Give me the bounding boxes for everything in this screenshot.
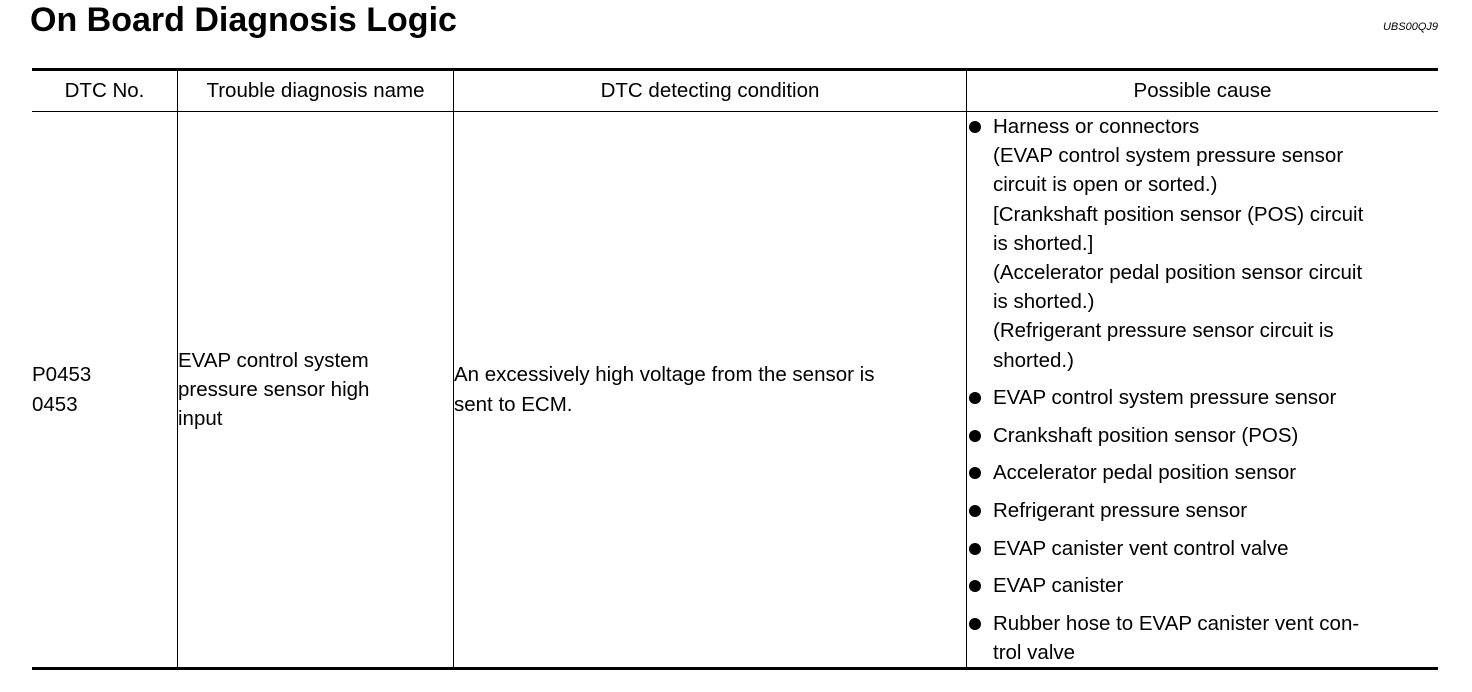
list-item	[967, 534, 1438, 563]
condition-line: An excessively high voltage from the sensor is	[454, 363, 875, 387]
possible-cause-list	[967, 112, 1438, 667]
name-line: pressure sensor high	[178, 377, 370, 401]
cell-possible-cause	[967, 112, 1439, 669]
cause-line: Harness or connectors	[993, 115, 1200, 138]
cause-line: is shorted.]	[993, 231, 1094, 255]
document-code: UBS00QJ9	[1382, 21, 1438, 33]
dtc-table	[32, 68, 1438, 670]
header-possible-cause: Possible cause	[967, 70, 1439, 112]
bullet-icon	[969, 467, 981, 479]
bullet-icon	[969, 430, 981, 442]
bullet-icon	[969, 580, 981, 592]
cause-line: Crankshaft position sensor (POS)	[993, 423, 1299, 447]
cause-line: EVAP canister	[993, 574, 1124, 598]
cause-line: EVAP canister vent control valve	[993, 536, 1289, 560]
list-item	[967, 571, 1438, 600]
cause-line: Refrigerant pressure sensor	[993, 499, 1248, 522]
cause-line: Accelerator pedal position sensor	[993, 461, 1297, 485]
table-header-row	[32, 70, 1438, 112]
name-line: EVAP control system	[178, 348, 369, 372]
cause-line: (EVAP control system pressure sensor	[993, 144, 1344, 168]
cause-line: EVAP control system pressure sensor	[993, 386, 1337, 410]
cause-line: Rubber hose to EVAP canister vent con-	[993, 611, 1360, 635]
list-item	[967, 458, 1438, 487]
page-title: On Board Diagnosis Logic	[30, 1, 457, 39]
dtc-primary-code: P0453	[32, 363, 92, 387]
dtc-secondary-code: 0453	[32, 392, 78, 416]
table-row	[32, 112, 1438, 669]
cell-dtc-detecting-condition	[454, 112, 967, 669]
cause-line: trol valve	[993, 640, 1076, 664]
list-item	[967, 496, 1438, 525]
header-dtc-detecting-condition: DTC detecting condition	[454, 70, 967, 112]
bullet-icon	[969, 543, 981, 555]
cell-trouble-diagnosis-name	[178, 112, 454, 669]
header-dtc-no: DTC No.	[32, 70, 178, 112]
cause-line: (Refrigerant pressure sensor circuit is	[993, 319, 1334, 343]
name-line: input	[178, 407, 223, 431]
cause-line: circuit is open or sorted.)	[993, 173, 1218, 197]
header-trouble-diagnosis-name: Trouble diagnosis name	[178, 70, 454, 112]
cause-line: is shorted.)	[993, 290, 1095, 314]
cause-line: shorted.)	[993, 348, 1074, 372]
bullet-icon	[969, 121, 981, 133]
cell-dtc-no	[32, 112, 178, 669]
bullet-icon	[969, 618, 981, 630]
bullet-icon	[969, 392, 981, 404]
list-item	[967, 112, 1438, 375]
condition-line: sent to ECM.	[454, 392, 573, 416]
list-item	[967, 609, 1438, 667]
cause-line: (Accelerator pedal position sensor circuit	[993, 261, 1363, 285]
bullet-icon	[969, 505, 981, 517]
list-item	[967, 421, 1438, 450]
cause-line: [Crankshaft position sensor (POS) circuit	[993, 202, 1364, 226]
list-item	[967, 383, 1438, 412]
